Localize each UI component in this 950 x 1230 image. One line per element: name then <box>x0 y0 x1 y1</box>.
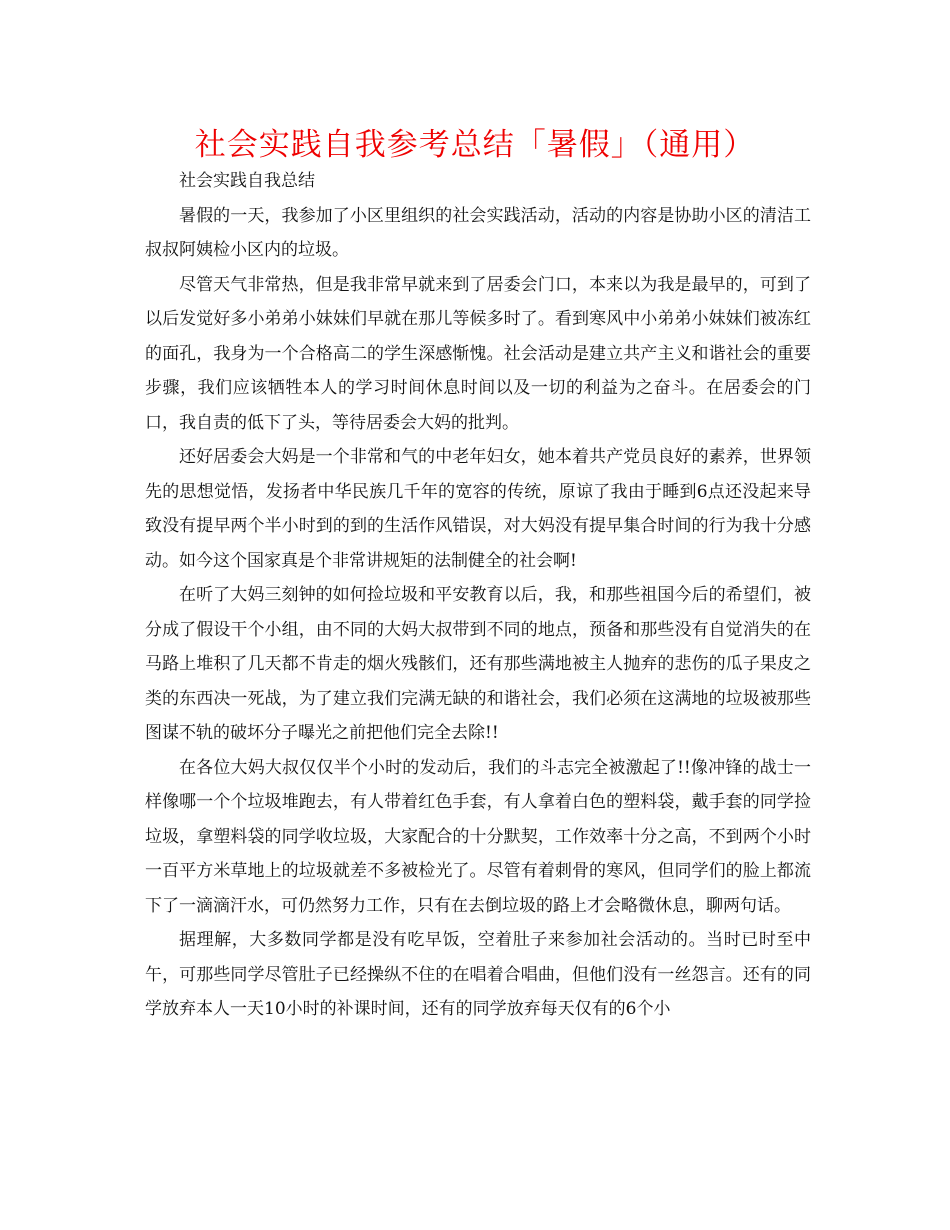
paragraph: 在听了大妈三刻钟的如何捡垃圾和平安教育以后，我，和那些祖国今后的希望们，被分成了假设干个小组，由不同的大妈大叔带到不同的地点，预备和那些没有自觉消失的在马路上堆积了几天都不肯走的烟火残骸们，还有那些满地被主人抛弃的悲伤的瓜子果皮之类的东西决一死战，为了建立我们完满无缺的和谐社会，我们必须在这满地的垃圾被那些图谋不轨的破坏分子曝光之前把他们完全去除!! <box>145 585 811 743</box>
paragraph: 还好居委会大妈是一个非常和气的中老年妇女，她本着共产党员良好的素养，世界领先的思想觉悟，发扬者中华民族几千年的宽容的传统，原谅了我由于睡到6点还没起来导致没有提早两个半小时到的到的生活作风错误，对大妈没有提早集合时间的行为我十分感动。如今这个国家真是个非常讲规矩的法制健全的社会啊! <box>145 447 811 571</box>
paragraph: 据理解，大多数同学都是没有吃早饭，空着肚子来参加社会活动的。当时已时至中午，可那些同学尽管肚子已经操纵不住的在唱着合唱曲，但他们没有一丝怨言。还有的同学放弃本人一天10小时的补课时间，还有的同学放弃每天仅有的6个小 <box>145 930 811 1019</box>
document-title: 社会实践自我参考总结「暑假」（通用） <box>194 127 756 163</box>
document-body <box>145 164 811 1027</box>
paragraph: 暑假的一天，我参加了小区里组织的社会实践活动，活动的内容是协助小区的清洁工叔叔阿姨检小区内的垃圾。 <box>145 205 811 260</box>
paragraph: 在各位大妈大叔仅仅半个小时的发动后，我们的斗志完全被激起了!!像冲锋的战士一样像哪一个个垃圾堆跑去，有人带着红色手套，有人拿着白色的塑料袋，戴手套的同学捡垃圾，拿塑料袋的同学收垃圾，大家配合的十分默契，工作效率十分之高，不到两个小时一百平方米草地上的垃圾就差不多被检光了。尽管有着刺骨的寒风，但同学们的脸上都流下了一滴滴汗水，可仍然努力工作，只有在去倒垃圾的路上才会略微休息，聊两句话。 <box>145 757 811 916</box>
document-subtitle: 社会实践自我总结 <box>179 171 315 191</box>
paragraph: 尽管天气非常热，但是我非常早就来到了居委会门口，本来以为我是最早的，可到了以后发觉好多小弟弟小妹妹们早就在那儿等候多时了。看到寒风中小弟弟小妹妹们被冻红的面孔，我身为一个合格高二的学生深感惭愧。社会活动是建立共产主义和谐社会的重要步骤，我们应该牺牲本人的学习时间休息时间以及一切的利益为之奋斗。在居委会的门口，我自责的低下了头，等待居委会大妈的批判。 <box>145 274 811 433</box>
